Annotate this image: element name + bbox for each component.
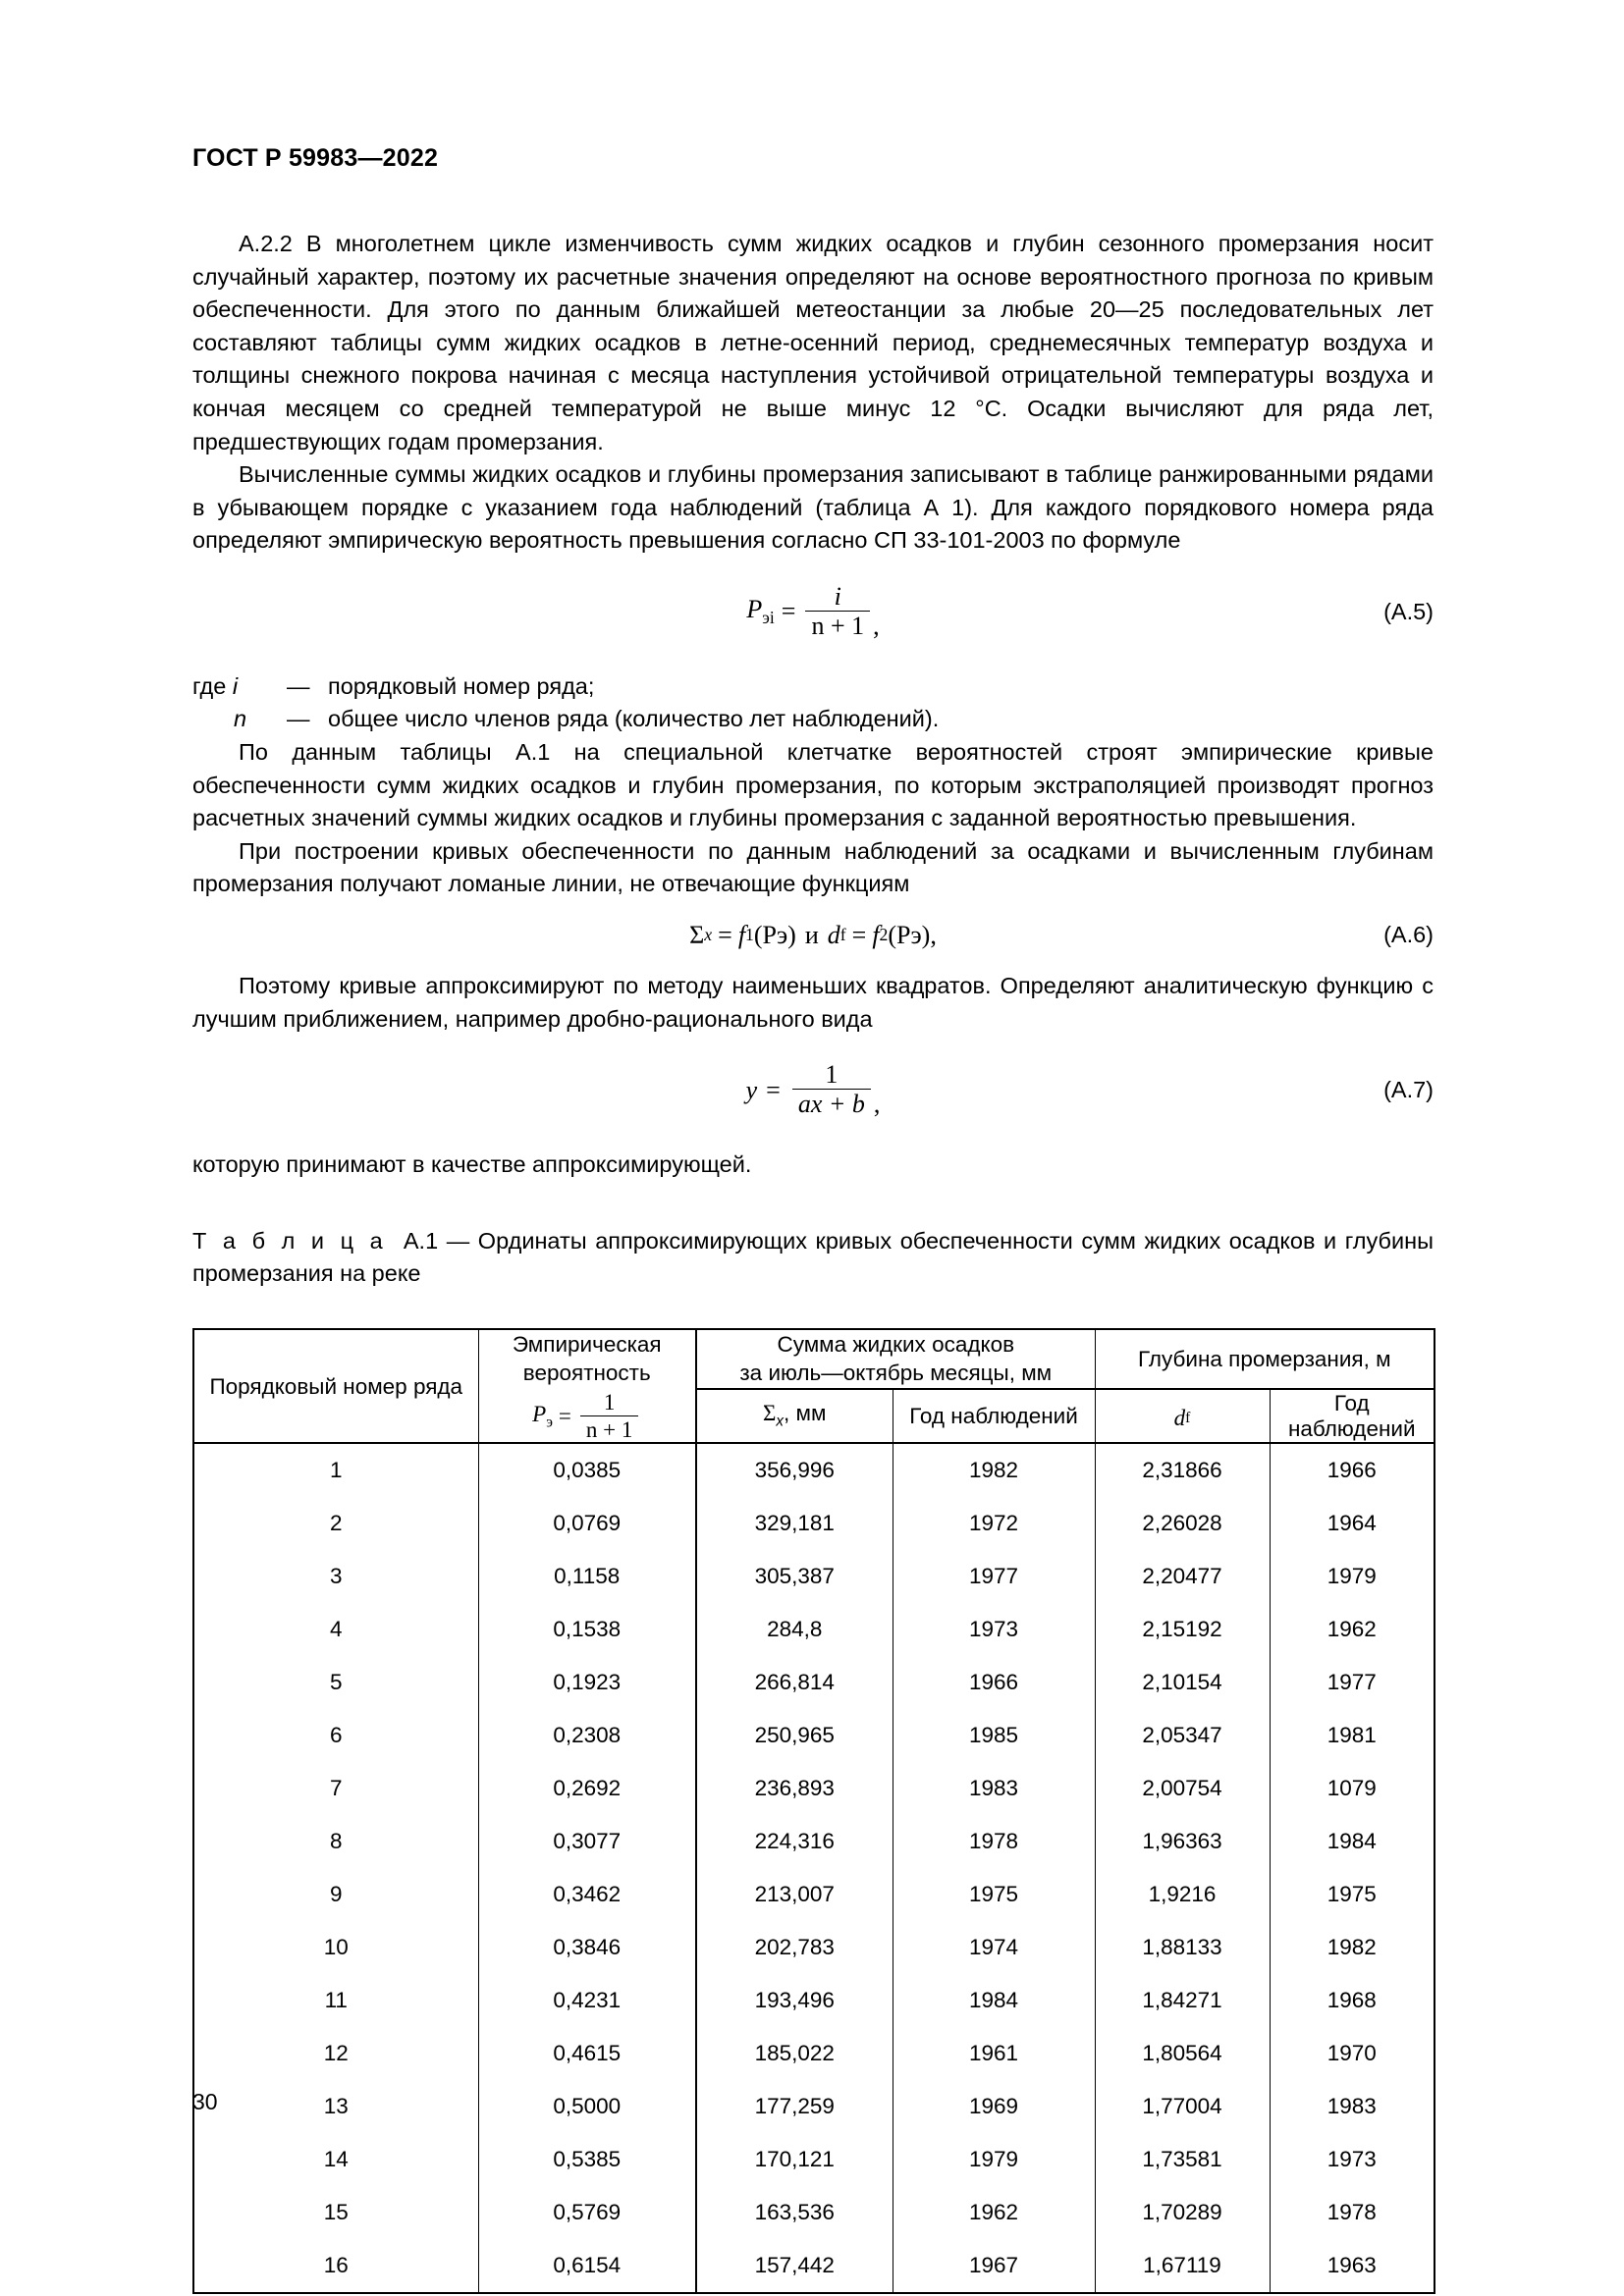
cell-sum: 170,121 <box>696 2133 893 2186</box>
header-df-symbol <box>1174 1406 1191 1431</box>
table-row <box>193 1868 1435 1921</box>
header-df-year-text: Год наблюдений <box>1287 1390 1416 1441</box>
header-sigma-unit: , мм <box>784 1401 827 1426</box>
formula-a7-denominator: ax + b <box>792 1089 871 1119</box>
cell-probability: 0,3077 <box>478 1815 696 1868</box>
cell-sum-year: 1973 <box>893 1603 1095 1656</box>
cell-ordinal: 12 <box>193 2027 478 2080</box>
cell-df: 2,05347 <box>1095 1709 1270 1762</box>
header-ordinal-number-text: Порядковый номер ряда <box>209 1373 463 1399</box>
formula-a6-equals-2: = <box>851 920 867 949</box>
cell-df-year: 1978 <box>1270 2186 1435 2239</box>
formula-a6-f2-sub: 2 <box>879 925 889 945</box>
table-caption-number: А.1 <box>403 1227 439 1254</box>
cell-sum: 224,316 <box>696 1815 893 1868</box>
cell-probability: 0,3846 <box>478 1921 696 1974</box>
header-group-freezing-depth <box>1095 1329 1435 1389</box>
where-lead-n <box>192 703 287 736</box>
where-symbol-n: n <box>234 706 247 732</box>
header-group-freezing-text: Глубина промерзания, м <box>1137 1346 1391 1371</box>
cell-sum-year: 1985 <box>893 1709 1095 1762</box>
cell-probability: 0,5000 <box>478 2080 696 2133</box>
formula-a6-row <box>192 921 1434 950</box>
cell-sum-year: 1983 <box>893 1762 1095 1815</box>
cell-ordinal: 2 <box>193 1497 478 1550</box>
table-row <box>193 1550 1435 1603</box>
cell-ordinal: 5 <box>193 1656 478 1709</box>
table-caption <box>192 1225 1434 1291</box>
cell-ordinal: 16 <box>193 2239 478 2293</box>
table-row <box>193 1815 1435 1868</box>
formula-a5-row <box>192 583 1434 641</box>
formula-a6-arg2: (Pэ), <box>888 920 937 949</box>
paragraph-ranked-rows: Вычисленные суммы жидких осадков и глубины промерзания записывают в таблице ранжированными рядами в убывающем порядке с указанием года наблюдений (таблица А 1). Для каждого порядкового номера ряда определяют эмпирическую вероятность превышения согласно СП 33-101-2003 по формуле <box>192 461 1434 554</box>
formula-a6-d-sub: f <box>839 925 846 945</box>
cell-sum-year: 1977 <box>893 1550 1095 1603</box>
header-df-letter: d <box>1173 1405 1186 1430</box>
cell-df: 2,10154 <box>1095 1656 1270 1709</box>
header-sigma-sub: x <box>776 1413 785 1430</box>
table-row <box>193 2080 1435 2133</box>
cell-df-year: 1973 <box>1270 2133 1435 2186</box>
cell-df-year: 1079 <box>1270 1762 1435 1815</box>
cell-sum-year: 1969 <box>893 2080 1095 2133</box>
cell-df-year: 1963 <box>1270 2239 1435 2293</box>
table-row <box>193 1443 1435 1497</box>
cell-ordinal: 11 <box>193 1974 478 2027</box>
cell-ordinal: 13 <box>193 2080 478 2133</box>
cell-probability: 0,4615 <box>478 2027 696 2080</box>
header-df-year <box>1270 1389 1435 1443</box>
cell-sum-year: 1979 <box>893 2133 1095 2186</box>
table-row <box>193 2133 1435 2186</box>
header-formula-numerator: 1 <box>603 1389 616 1415</box>
cell-sum-year: 1974 <box>893 1921 1095 1974</box>
table-caption-dash: — <box>446 1227 470 1254</box>
formula-a7-fraction <box>792 1061 871 1119</box>
formula-a6-arg1: (Pэ) <box>753 920 796 949</box>
formula-a5-comma: , <box>873 611 880 640</box>
cell-sum-year: 1978 <box>893 1815 1095 1868</box>
header-sum-sigma <box>696 1389 893 1443</box>
formula-a7 <box>746 1061 881 1119</box>
header-formula-denominator: n + 1 <box>580 1415 638 1442</box>
cell-df: 1,84271 <box>1095 1974 1270 2027</box>
header-group-line2: за июль—октябрь месяцы, мм <box>739 1361 1053 1386</box>
cell-sum: 157,442 <box>696 2239 893 2293</box>
header-empirical-line2: вероятность <box>522 1360 651 1385</box>
table-row <box>193 2186 1435 2239</box>
table-head <box>193 1329 1435 1443</box>
header-group-liquid-precipitation <box>696 1329 1095 1389</box>
where-symbol-i: i <box>232 672 239 699</box>
cell-sum-year: 1982 <box>893 1443 1095 1497</box>
cell-ordinal: 14 <box>193 2133 478 2186</box>
cell-df: 1,96363 <box>1095 1815 1270 1868</box>
formula-a7-number: (А.7) <box>1383 1077 1434 1103</box>
formula-a5-lhs: P <box>746 595 763 624</box>
formula-a6-f1-sub: 1 <box>745 925 754 945</box>
cell-probability: 0,2308 <box>478 1709 696 1762</box>
cell-sum: 213,007 <box>696 1868 893 1921</box>
cell-df-year: 1962 <box>1270 1603 1435 1656</box>
cell-probability: 0,6154 <box>478 2239 696 2293</box>
cell-ordinal: 6 <box>193 1709 478 1762</box>
cell-sum: 284,8 <box>696 1603 893 1656</box>
where-keyword: где <box>192 672 227 699</box>
formula-a5-equals: = <box>781 597 796 626</box>
formula-a5-numerator: i <box>834 581 841 611</box>
header-sigma-symbol: Σ <box>763 1401 777 1426</box>
where-row-n <box>192 703 1434 736</box>
cell-probability: 0,3462 <box>478 1868 696 1921</box>
page-number: 30 <box>192 2089 218 2114</box>
cell-sum: 250,965 <box>696 1709 893 1762</box>
where-lead <box>192 670 287 704</box>
table-header-row-1 <box>193 1329 1435 1389</box>
cell-probability: 0,4231 <box>478 1974 696 2027</box>
cell-ordinal: 9 <box>193 1868 478 1921</box>
cell-sum: 305,387 <box>696 1550 893 1603</box>
cell-df: 2,00754 <box>1095 1762 1270 1815</box>
cell-sum: 202,783 <box>696 1921 893 1974</box>
cell-probability: 0,0385 <box>478 1443 696 1497</box>
cell-df-year: 1984 <box>1270 1815 1435 1868</box>
header-empirical-probability <box>478 1329 696 1443</box>
formula-a7-equals: = <box>766 1075 781 1104</box>
cell-ordinal: 3 <box>193 1550 478 1603</box>
header-ordinal-number <box>193 1329 478 1443</box>
cell-probability: 0,1158 <box>478 1550 696 1603</box>
header-formula-sub: э <box>546 1414 553 1431</box>
cell-df-year: 1979 <box>1270 1550 1435 1603</box>
cell-sum-year: 1961 <box>893 2027 1095 2080</box>
where-dash-i: — <box>287 672 310 699</box>
cell-sum: 266,814 <box>696 1656 893 1709</box>
where-definition-n: общее число членов ряда (количество лет наблюдений). <box>328 706 940 732</box>
table-row <box>193 2239 1435 2293</box>
paragraph-broken-lines: При построении кривых обеспеченности по данным наблюдений за осадками и вычисленным глубинам промерзания получают ломаные линии, не отвечающие функциям <box>192 837 1434 897</box>
cell-df-year: 1983 <box>1270 2080 1435 2133</box>
formula-a6-equals-1: = <box>718 920 732 949</box>
formula-a6-f1: f <box>737 920 746 949</box>
formula-a5-number: (А.5) <box>1383 598 1434 624</box>
cell-df-year: 1970 <box>1270 2027 1435 2080</box>
where-block <box>192 670 1434 736</box>
table-row <box>193 1921 1435 1974</box>
formula-a5-denominator: n + 1 <box>805 611 870 641</box>
formula-a7-comma: , <box>873 1090 881 1119</box>
cell-sum-year: 1975 <box>893 1868 1095 1921</box>
formula-a6-f2: f <box>872 920 880 949</box>
cell-sum: 356,996 <box>696 1443 893 1497</box>
cell-ordinal: 8 <box>193 1815 478 1868</box>
cell-ordinal: 7 <box>193 1762 478 1815</box>
header-df-sub: f <box>1185 1409 1191 1426</box>
table-row <box>193 1762 1435 1815</box>
cell-sum: 236,893 <box>696 1762 893 1815</box>
paragraph-least-squares: Поэтому кривые аппроксимируют по методу наименьших квадратов. Определяют аналитическую функцию с лучшим приближением, например дробно-рационального вида <box>192 972 1434 1032</box>
cell-df-year: 1977 <box>1270 1656 1435 1709</box>
formula-a6-sigma-sub: x <box>704 925 713 945</box>
header-sum-year <box>893 1389 1095 1443</box>
cell-sum: 193,496 <box>696 1974 893 2027</box>
cell-sum: 185,022 <box>696 2027 893 2080</box>
paragraph-approximating: которую принимают в качестве аппроксимирующей. <box>192 1151 752 1178</box>
formula-a6-sigma: Σ <box>689 920 705 949</box>
cell-ordinal: 1 <box>193 1443 478 1497</box>
cell-sum: 329,181 <box>696 1497 893 1550</box>
cell-df-year: 1981 <box>1270 1709 1435 1762</box>
where-dash-n: — <box>287 706 310 732</box>
cell-probability: 0,5385 <box>478 2133 696 2186</box>
cell-df-year: 1968 <box>1270 1974 1435 2027</box>
formula-a6-number: (А.6) <box>1383 922 1434 948</box>
cell-probability: 0,2692 <box>478 1762 696 1815</box>
formula-a7-row <box>192 1061 1434 1119</box>
cell-df: 1,70289 <box>1095 2186 1270 2239</box>
cell-probability: 0,0769 <box>478 1497 696 1550</box>
cell-ordinal: 4 <box>193 1603 478 1656</box>
cell-probability: 0,1538 <box>478 1603 696 1656</box>
formula-a5-lhs-sub: эi <box>762 608 775 628</box>
header-formula-equals: = <box>558 1404 571 1429</box>
cell-ordinal: 15 <box>193 2186 478 2239</box>
table-row <box>193 1709 1435 1762</box>
table-caption-label: Т а б л и ц а <box>192 1227 387 1254</box>
cell-probability: 0,1923 <box>478 1656 696 1709</box>
cell-df: 2,31866 <box>1095 1443 1270 1497</box>
formula-a5-fraction <box>805 583 870 641</box>
table-row <box>193 1497 1435 1550</box>
formula-a7-lhs: y <box>745 1075 758 1104</box>
cell-df: 1,77004 <box>1095 2080 1270 2133</box>
paragraph-a22: А.2.2 В многолетнем цикле изменчивость сумм жидких осадков и глубин сезонного промерзания носит случайный характер, поэтому их расчетные значения определяют на основе вероятностного прогноза по кривым обеспеченности. Для этого по данным ближайшей метеостанции за любые 20—25 последовательных лет составляют таблицы сумм жидких осадков в летне-осенний период, среднемесячных температур воздуха и толщины снежного покрова начиная с месяца наступления устойчивой отрицательной температуры воздуха и кончая месяцем со средней температурой не выше минус 12 °C. Осадки вычисляют для ряда лет, предшествующих годам промерзания. <box>192 231 1434 454</box>
header-empirical-formula <box>532 1391 641 1442</box>
cell-sum: 163,536 <box>696 2186 893 2239</box>
header-formula-fraction <box>580 1391 638 1442</box>
cell-df: 1,9216 <box>1095 1868 1270 1921</box>
table-row <box>193 1656 1435 1709</box>
header-formula-lhs: P <box>532 1401 547 1426</box>
formula-a6 <box>689 921 937 950</box>
cell-sum: 177,259 <box>696 2080 893 2133</box>
table-row <box>193 1974 1435 2027</box>
cell-df-year: 1966 <box>1270 1443 1435 1497</box>
table-a1 <box>192 1328 1435 2294</box>
table-row <box>193 1603 1435 1656</box>
cell-df-year: 1982 <box>1270 1921 1435 1974</box>
header-empirical-line1: Эмпирическая <box>512 1331 662 1357</box>
formula-a7-numerator: 1 <box>825 1060 839 1090</box>
cell-ordinal: 10 <box>193 1921 478 1974</box>
table-caption-text: Ординаты аппроксимирующих кривых обеспеченности сумм жидких осадков и глубины промерзания на реке <box>192 1227 1434 1287</box>
header-group-line1: Сумма жидких осадков <box>777 1332 1015 1358</box>
where-row-i <box>192 670 1434 704</box>
cell-df: 2,15192 <box>1095 1603 1270 1656</box>
cell-probability: 0,5769 <box>478 2186 696 2239</box>
cell-df: 2,26028 <box>1095 1497 1270 1550</box>
paragraph-empirical-curves: По данным таблицы А.1 на специальной клетчатке вероятностей строят эмпирические кривые обеспеченности сумм жидких осадков и глубин промерзания, по которым экстраполяцией производят прогноз расчетных значений суммы жидких осадков и глубины промерзания с заданной вероятностью превышения. <box>192 739 1434 831</box>
standard-header: ГОСТ Р 59983—2022 <box>192 144 439 172</box>
cell-sum-year: 1984 <box>893 1974 1095 2027</box>
page-content <box>192 143 1434 2294</box>
cell-df-year: 1975 <box>1270 1868 1435 1921</box>
table-row <box>193 2027 1435 2080</box>
cell-df: 1,67119 <box>1095 2239 1270 2293</box>
cell-sum-year: 1967 <box>893 2239 1095 2293</box>
formula-a5 <box>746 583 879 641</box>
header-sum-year-text: Год наблюдений <box>909 1403 1078 1428</box>
cell-sum-year: 1962 <box>893 2186 1095 2239</box>
formula-a6-d: d <box>827 920 840 949</box>
header-df <box>1095 1389 1270 1443</box>
cell-sum-year: 1972 <box>893 1497 1095 1550</box>
cell-df-year: 1964 <box>1270 1497 1435 1550</box>
cell-df: 1,80564 <box>1095 2027 1270 2080</box>
formula-a6-conjunction: и <box>804 920 819 949</box>
table-body <box>193 1443 1435 2293</box>
cell-sum-year: 1966 <box>893 1656 1095 1709</box>
where-definition-i: порядковый номер ряда; <box>328 672 595 699</box>
cell-df: 1,73581 <box>1095 2133 1270 2186</box>
cell-df: 2,20477 <box>1095 1550 1270 1603</box>
cell-df: 1,88133 <box>1095 1921 1270 1974</box>
